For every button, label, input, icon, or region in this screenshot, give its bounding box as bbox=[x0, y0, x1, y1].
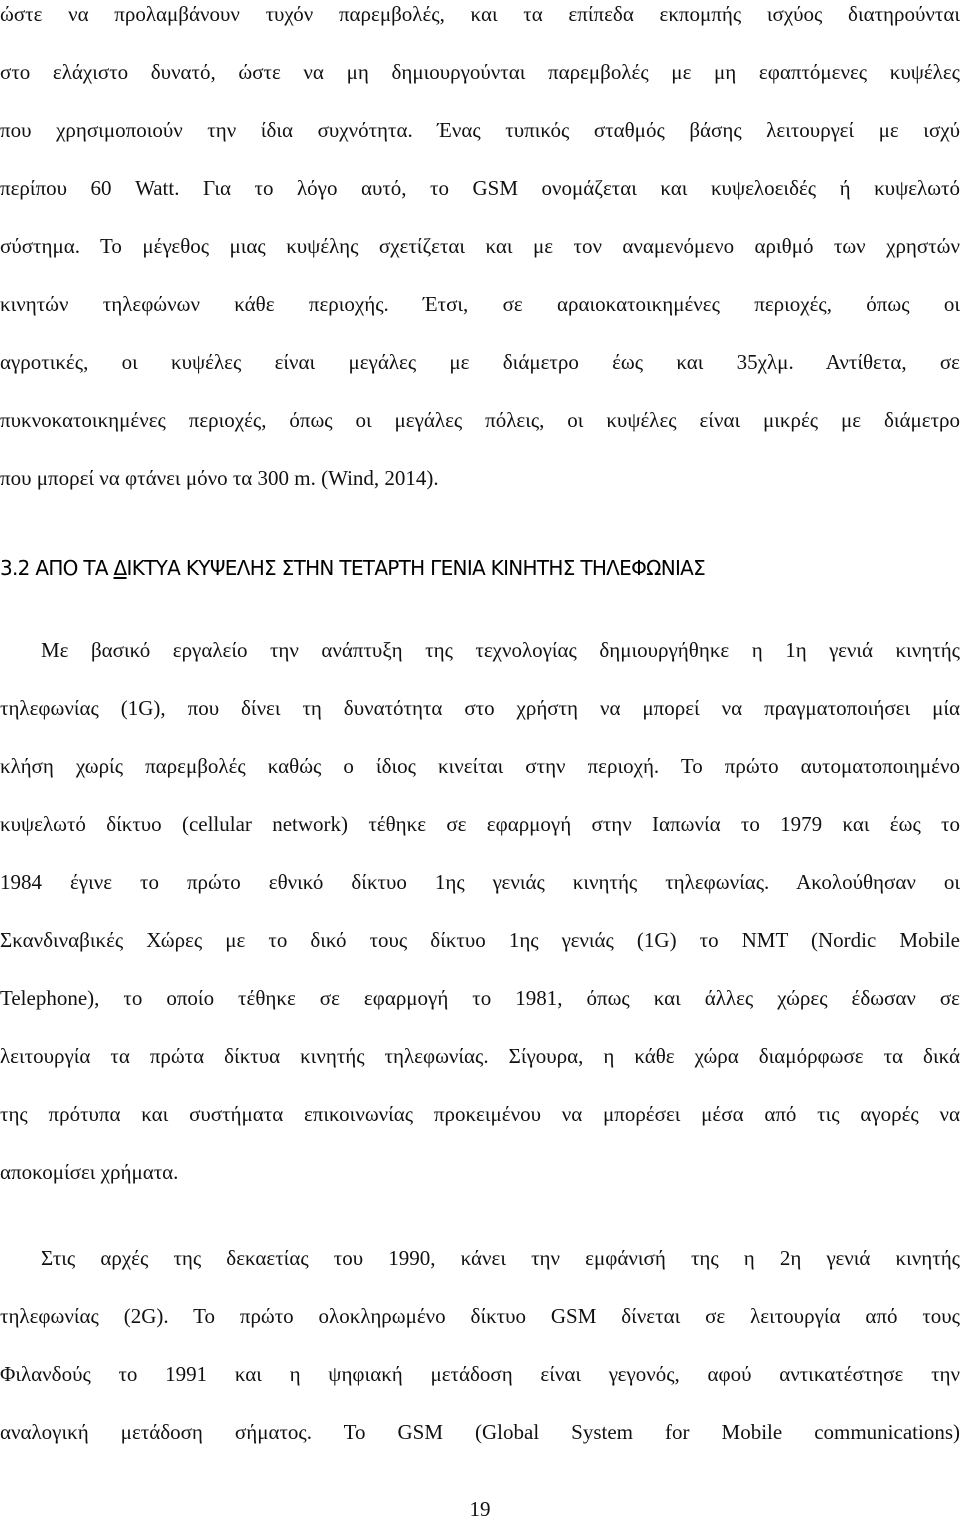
section-heading-rest: ΙΚΤΥΑ ΚΥΨΕΛΗΣ ΣΤΗΝ ΤΕΤΑΡΤΗ ΓΕΝΙΑ ΚΙΝΗΤΗΣ ΤΗΛΕΦΩΝΙΑΣ bbox=[126, 556, 706, 580]
paragraph-1-line: που χρησιμοποιούν την ίδια συχνότητα. Ένας τυπικός σταθμός βάσης λειτουργεί με ισχύ bbox=[0, 118, 960, 142]
paragraph-2-line: 1984 έγινε το πρώτο εθνικό δίκτυο 1ης γενιάς κινητής τηλεφωνίας. Ακολούθησαν οι bbox=[0, 870, 960, 894]
paragraph-2-line: της πρότυπα και συστήματα επικοινωνίας προκειμένου να μπορέσει μέσα από τις αγορές να bbox=[0, 1102, 960, 1126]
section-heading-underlined-letter: Δ bbox=[113, 556, 127, 580]
paragraph-2-line: Telephone), το οποίο τέθηκε σε εφαρμογή το 1981, όπως και άλλες χώρες έδωσαν σε bbox=[0, 986, 960, 1010]
paragraph-2-line: Σκανδιναβικές Χώρες με το δικό τους δίκτυο 1ης γενιάς (1G) το NMT (Nordic Mobile bbox=[0, 928, 960, 952]
paragraph-3-line: αναλογική μετάδοση σήματος. Το GSM (Global System for Mobile communications) bbox=[0, 1420, 960, 1444]
paragraph-1-line: κινητών τηλεφώνων κάθε περιοχής. Έτσι, σε αραιοκατοικημένες περιοχές, όπως οι bbox=[0, 292, 960, 316]
paragraph-1-line: περίπου 60 Watt. Για το λόγο αυτό, το GSM ονομάζεται και κυψελοειδές ή κυψελωτό bbox=[0, 176, 960, 200]
paragraph-3-line: τηλεφωνίας (2G). Το πρώτο ολοκληρωμένο δίκτυο GSM δίνεται σε λειτουργία από τους bbox=[0, 1304, 960, 1328]
paragraph-1-line: αγροτικές, οι κυψέλες είναι μεγάλες με διάμετρο έως και 35χλμ. Αντίθετα, σε bbox=[0, 350, 960, 374]
paragraph-3-line: Φιλανδούς το 1991 και η ψηφιακή μετάδοση είναι γεγονός, αφού αντικατέστησε την bbox=[0, 1362, 960, 1386]
paragraph-2-line: Με βασικό εργαλείο την ανάπτυξη της τεχνολογίας δημιουργήθηκε η 1η γενιά κινητής bbox=[41, 638, 960, 662]
section-heading bbox=[0, 551, 705, 585]
paragraph-1-line: στο ελάχιστο δυνατό, ώστε να μη δημιουργούνται παρεμβολές με μη εφαπτόμενες κυψέλες bbox=[0, 60, 960, 84]
page-number: 19 bbox=[469, 1497, 491, 1521]
paragraph-2-line: αποκομίσει χρήματα. bbox=[0, 1160, 179, 1184]
paragraph-2-line: κλήση χωρίς παρεμβολές καθώς ο ίδιος κινείται στην περιοχή. Το πρώτο αυτοματοποιημένο bbox=[0, 754, 960, 778]
paragraph-1-line: πυκνοκατοικημένες περιοχές, όπως οι μεγάλες πόλεις, οι κυψέλες είναι μικρές με διάμετρο bbox=[0, 408, 960, 432]
paragraph-1-line: που μπορεί να φτάνει μόνο τα 300 m. (Wind, 2014). bbox=[0, 466, 439, 490]
paragraph-1-line: σύστημα. Το μέγεθος μιας κυψέλης σχετίζεται και με τον αναμενόμενο αριθμό των χρηστών bbox=[0, 234, 960, 258]
section-heading-prefix: 3.2 ΑΠΟ ΤΑ bbox=[0, 556, 114, 580]
paragraph-2-line: τηλεφωνίας (1G), που δίνει τη δυνατότητα στο χρήστη να μπορεί να πραγματοποιήσει μία bbox=[0, 696, 960, 720]
paragraph-2-line: κυψελωτό δίκτυο (cellular network) τέθηκε σε εφαρμογή στην Ιαπωνία το 1979 και έως το bbox=[0, 812, 960, 836]
paragraph-2-line: λειτουργία τα πρώτα δίκτυα κινητής τηλεφωνίας. Σίγουρα, η κάθε χώρα διαμόρφωσε τα δικά bbox=[0, 1044, 960, 1068]
paragraph-3-line: Στις αρχές της δεκαετίας του 1990, κάνει την εμφάνισή της η 2η γενιά κινητής bbox=[41, 1246, 960, 1270]
paragraph-1-line: ώστε να προλαμβάνουν τυχόν παρεμβολές, και τα επίπεδα εκπομπής ισχύος διατηρούνται bbox=[0, 2, 960, 26]
